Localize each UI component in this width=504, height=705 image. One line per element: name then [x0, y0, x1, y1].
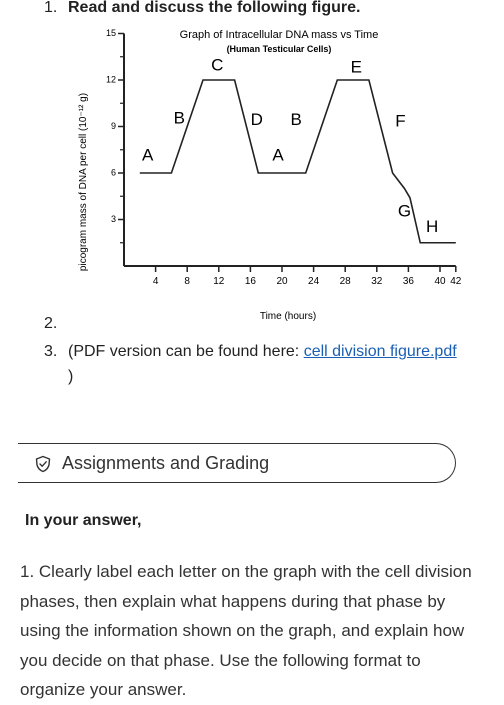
- assignments-label: Assignments and Grading: [62, 453, 270, 473]
- ticks: [106, 28, 462, 287]
- y-tick-label: 6: [110, 167, 116, 178]
- chart-svg: [70, 22, 490, 326]
- question-3-suffix: ): [68, 368, 74, 385]
- x-tick-label: 28: [339, 276, 351, 287]
- question-3-text: [68, 342, 457, 362]
- annotation-layer: [142, 56, 438, 236]
- y-tick-label: 15: [105, 27, 116, 38]
- phase-label: A: [142, 145, 154, 165]
- y-tick-label: 9: [110, 120, 116, 131]
- x-tick-label: 32: [371, 276, 383, 287]
- phase-label: E: [350, 57, 362, 77]
- chart-title: Graph of Intracellular DNA mass vs Time: [179, 29, 379, 41]
- axes: [124, 34, 456, 267]
- x-tick-label: 20: [276, 276, 288, 287]
- y-tick-label: 3: [110, 213, 116, 224]
- phase-label: G: [397, 201, 412, 221]
- x-tick-label: 42: [450, 276, 462, 287]
- phase-label: B: [173, 108, 185, 128]
- y-axis-label: picogram mass of DNA per cell (10⁻¹² g): [78, 92, 89, 272]
- phase-label: B: [290, 109, 302, 129]
- instructions-text: 1. Clearly label each letter on the graph with the cell division phases, then explain what happens during that phase by using the information shown on the graph, and explain how you decide on that phase. Use the following format to organize your answer.: [20, 562, 472, 699]
- x-tick-label: 8: [184, 276, 190, 287]
- pdf-link[interactable]: cell division figure.pdf: [303, 343, 457, 360]
- y-tick-label: 12: [105, 74, 116, 85]
- phase-label: C: [211, 55, 224, 75]
- x-tick-label: 36: [402, 276, 414, 287]
- question-1-text: Read and discuss the following figure.: [68, 0, 361, 16]
- question-3-number: 3.: [44, 343, 58, 360]
- question-3-prefix: (PDF version can be found here:: [68, 343, 304, 360]
- question-1-number: 1.: [44, 0, 58, 16]
- phase-label: D: [250, 109, 263, 129]
- x-tick-label: 40: [434, 276, 446, 287]
- chart-subtitle: (Human Testicular Cells): [226, 44, 332, 54]
- x-axis-label: Time (hours): [259, 311, 317, 322]
- x-tick-label: 12: [213, 276, 225, 287]
- phase-label: A: [272, 145, 284, 165]
- shield-check-icon: [34, 455, 52, 473]
- dna-mass-chart: [70, 22, 490, 326]
- x-tick-label: 4: [152, 276, 159, 287]
- phase-label: F: [395, 111, 406, 131]
- x-tick-label: 24: [308, 276, 320, 287]
- question-2-number: 2.: [44, 315, 58, 332]
- answer-heading: In your answer,: [25, 512, 142, 529]
- assignments-and-grading-button[interactable]: [18, 443, 456, 483]
- x-tick-label: 16: [244, 276, 256, 287]
- phase-label: H: [425, 216, 439, 236]
